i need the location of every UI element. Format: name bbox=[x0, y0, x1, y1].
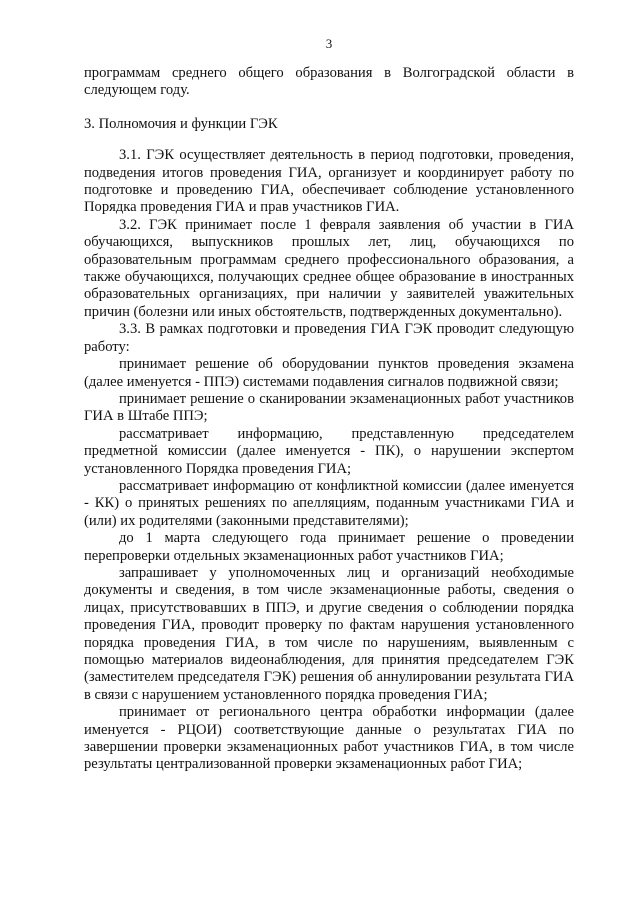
paragraph-3-3: 3.3. В рамках подготовки и проведения ГИА ГЭК проводит следующую работу: bbox=[84, 321, 574, 355]
list-item-ppe-jamming: принимает решение об оборудовании пунктов проведения экзамена (далее именуется - ППЭ) системами подавления сигналов подвижной связи; bbox=[84, 356, 574, 390]
list-item-kk-info: рассматривает информацию от конфликтной комиссии (далее именуется - КК) о принятых решениях по апелляциям, поданным участниками ГИА и (или) их родителями (законными представителями); bbox=[84, 477, 574, 529]
document-body bbox=[84, 65, 574, 774]
section-title: 3. Полномочия и функции ГЭК bbox=[84, 115, 278, 132]
page-number: 3 bbox=[325, 36, 333, 51]
paragraph-continuation: программам среднего общего образования в Волгоградской области в следующем году. bbox=[84, 65, 574, 99]
list-item-rcoi-data: принимает от регионального центра обработки информации (далее именуется - РЦОИ) соответствующие данные о результатах ГИА по завершении проверки экзаменационных работ участников ГИА, в том числе результаты централизованной проверки экзаменационных работ ГИА; bbox=[84, 704, 574, 773]
paragraph-3-2: 3.2. ГЭК принимает после 1 февраля заявления об участии в ГИА обучающихся, выпускников прошлых лет, лиц, обучающихся по образовательным программам среднего профессионального образования, а также обучающихся, получающих среднее общее образование в иностранных образовательных организациях, при наличии у заявителей уважительных причин (болезни или иных обстоятельств, подтвержденных документально). bbox=[84, 216, 574, 320]
list-item-scanning: принимает решение о сканировании экзаменационных работ участников ГИА в Штабе ППЭ; bbox=[84, 390, 574, 425]
paragraph-3-1: 3.1. ГЭК осуществляет деятельность в период подготовки, проведения, подведения итогов проведения ГИА, организует и координирует работу по подготовке и проведению ГИА, обеспечивает соблюдение установленного Порядка проведения ГИА и прав участников ГИА. bbox=[84, 147, 574, 216]
list-item-recheck: до 1 марта следующего года принимает решение о проведении перепроверки отдельных экзаменационных работ участников ГИА; bbox=[84, 530, 574, 564]
list-item-pk-info: рассматривает информацию, представленную председателем предметной комиссии (далее именуется - ПК), о нарушении экспертом установленного Порядка проведения ГИА; bbox=[84, 425, 574, 477]
list-item-requests: запрашивает у уполномоченных лиц и организаций необходимые документы и сведения, в том числе экзаменационные работы, сведения о лицах, присутствовавших в ППЭ, и другие сведения о соблюдении порядка проведения ГИА, проводит проверку по фактам нарушения установленного порядка проведения ГИА, в том числе по нарушениям, выявленным с помощью материалов видеонаблюдения, для принятия председателем ГЭК (заместителем председателя ГЭК) решения об аннулировании результата ГИА в связи с нарушением установленного порядка проведения ГИА; bbox=[84, 564, 574, 703]
